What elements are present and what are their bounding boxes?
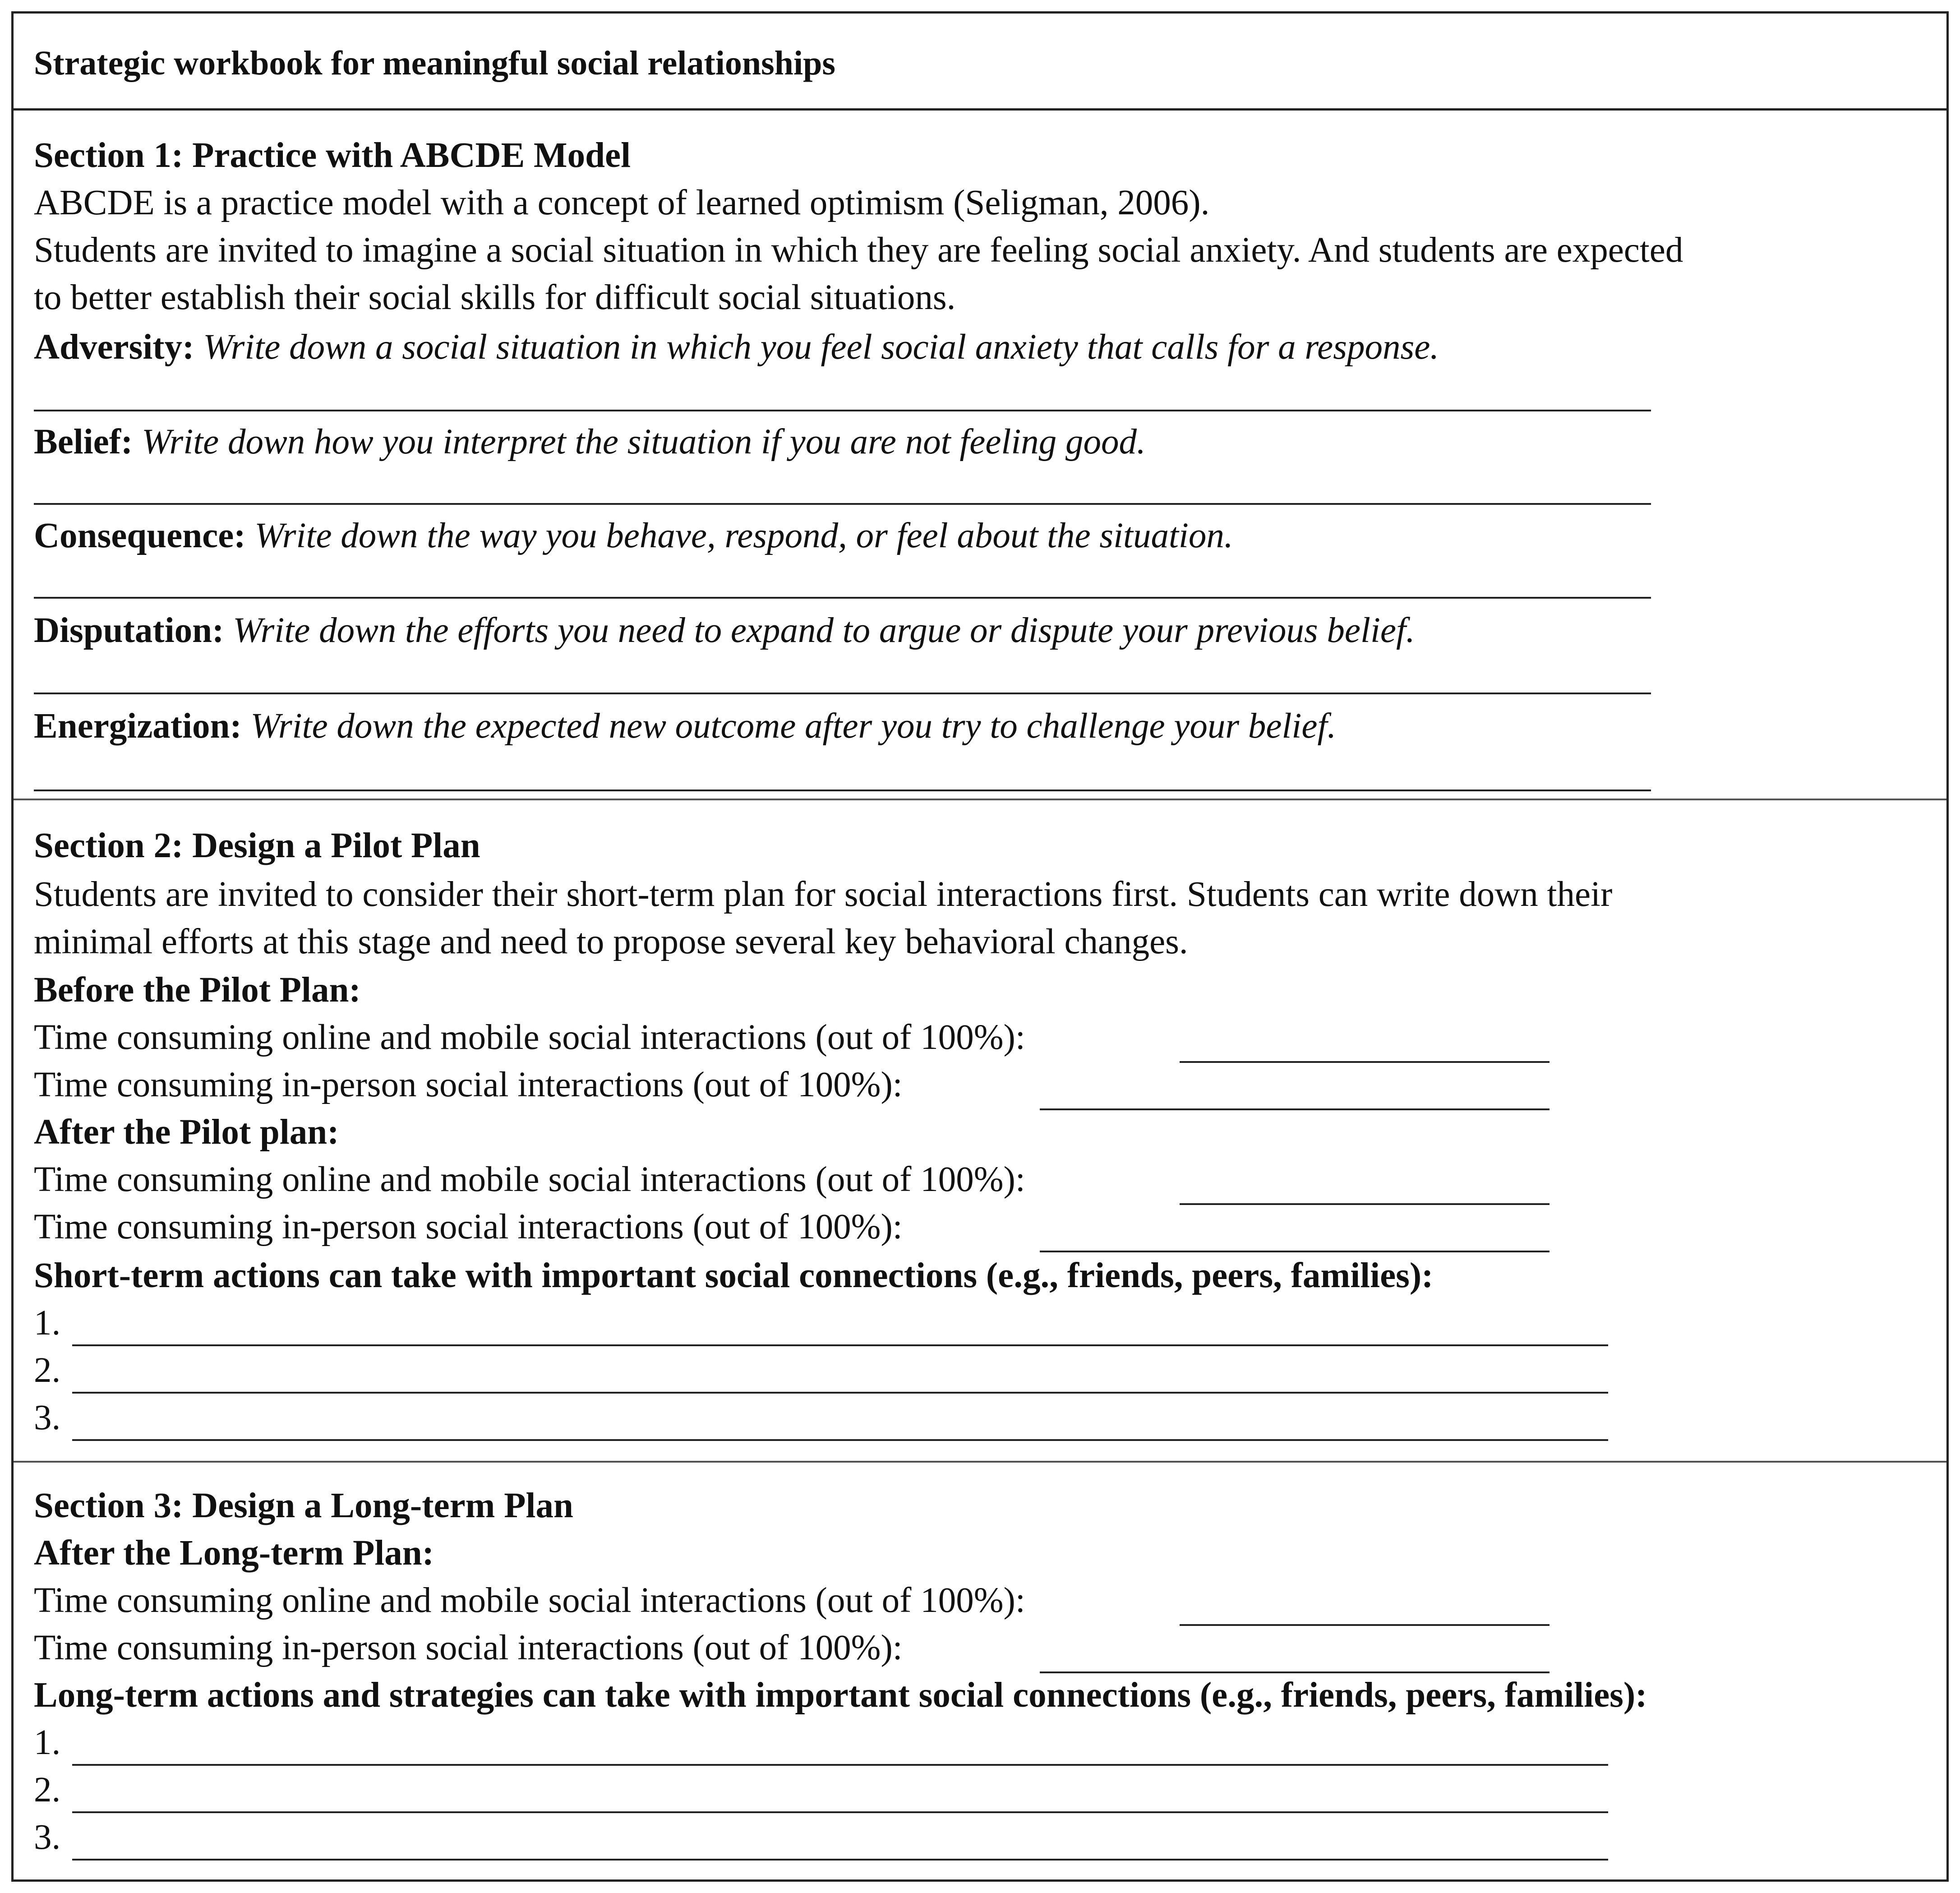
adversity-answer-line[interactable] [34,410,1651,411]
short-term-item-number: 3. [34,1398,61,1437]
long-inperson-label: Time consuming in-person social interactions (out of 100%): [34,1628,903,1667]
prompt-label: Disputation: [34,611,224,650]
section3-heading: Section 3: Design a Long-term Plan [34,1486,573,1525]
title-divider [14,108,1946,111]
long-online-field[interactable] [1180,1624,1550,1626]
before-inperson-label: Time consuming in-person social interactions (out of 100%): [34,1065,903,1104]
prompt-text: Write down a social situation in which you feel social anxiety that calls for a response. [203,328,1439,367]
consequence-answer-line[interactable] [34,597,1651,599]
section1-intro-line3: to better establish their social skills for difficult social situations. [34,278,956,317]
prompt-label: Adversity: [34,328,194,367]
section1-intro-line1: ABCDE is a practice model with a concept of learned optimism (Seligman, 2006). [34,183,1210,222]
short-term-item-number: 2. [34,1351,61,1390]
short-term-item-3-field[interactable] [72,1439,1608,1441]
after-online-field[interactable] [1180,1203,1550,1205]
short-term-item-1-field[interactable] [72,1344,1608,1346]
section2-intro-line2: minimal efforts at this stage and need to propose several key behavioral changes. [34,922,1188,961]
section1-heading: Section 1: Practice with ABCDE Model [34,136,631,175]
prompt-disputation [34,608,1415,653]
short-term-item-number: 1. [34,1303,61,1343]
before-online-label: Time consuming online and mobile social interactions (out of 100%): [34,1018,1025,1057]
long-term-item-2-field[interactable] [72,1811,1608,1813]
long-online-label: Time consuming online and mobile social interactions (out of 100%): [34,1581,1025,1620]
before-inperson-field[interactable] [1040,1108,1550,1110]
prompt-energization [34,704,1336,749]
section1-intro-line2: Students are invited to imagine a social situation in which they are feeling social anxiety. And students are expected [34,231,1683,270]
short-term-item-2-field[interactable] [72,1392,1608,1394]
section2-heading: Section 2: Design a Pilot Plan [34,826,480,865]
after-online-label: Time consuming online and mobile social interactions (out of 100%): [34,1160,1025,1199]
after-inperson-field[interactable] [1040,1251,1550,1252]
long-term-item-1-field[interactable] [72,1764,1608,1766]
after-pilot-heading: After the Pilot plan: [34,1113,339,1152]
workbook-table [11,11,1949,1882]
prompt-label: Belief: [34,422,133,462]
after-inperson-label: Time consuming in-person social interactions (out of 100%): [34,1207,903,1247]
long-term-item-number: 3. [34,1818,61,1857]
before-online-field[interactable] [1180,1061,1550,1063]
long-term-item-3-field[interactable] [72,1859,1608,1861]
prompt-text: Write down the way you behave, respond, or feel about the situation. [254,516,1233,555]
workbook-title: Strategic workbook for meaningful social relationships [34,44,835,82]
energization-answer-line[interactable] [34,790,1651,791]
section2-divider [14,1461,1946,1463]
disputation-answer-line[interactable] [34,693,1651,694]
after-long-term-heading: After the Long-term Plan: [34,1533,434,1573]
prompt-text: Write down how you interpret the situation if you are not feeling good. [142,422,1146,462]
long-term-actions-heading: Long-term actions and strategies can take with important social connections (e.g., friends, peers, families): [34,1676,1647,1715]
long-term-item-number: 1. [34,1723,61,1762]
prompt-label: Energization: [34,706,242,746]
prompt-belief [34,420,1146,465]
belief-answer-line[interactable] [34,503,1651,505]
long-term-item-number: 2. [34,1770,61,1810]
prompt-text: Write down the expected new outcome after you try to challenge your belief. [250,706,1337,746]
section1-divider [14,799,1946,800]
prompt-adversity [34,325,1439,370]
section2-intro-line1: Students are invited to consider their short-term plan for social interactions first. Students can write down their [34,875,1613,914]
short-term-actions-heading: Short-term actions can take with important social connections (e.g., friends, peers, families): [34,1256,1434,1295]
prompt-label: Consequence: [34,516,246,555]
prompt-text: Write down the efforts you need to expand to argue or dispute your previous belief. [233,611,1415,650]
prompt-consequence [34,513,1233,559]
before-pilot-heading: Before the Pilot Plan: [34,970,361,1010]
